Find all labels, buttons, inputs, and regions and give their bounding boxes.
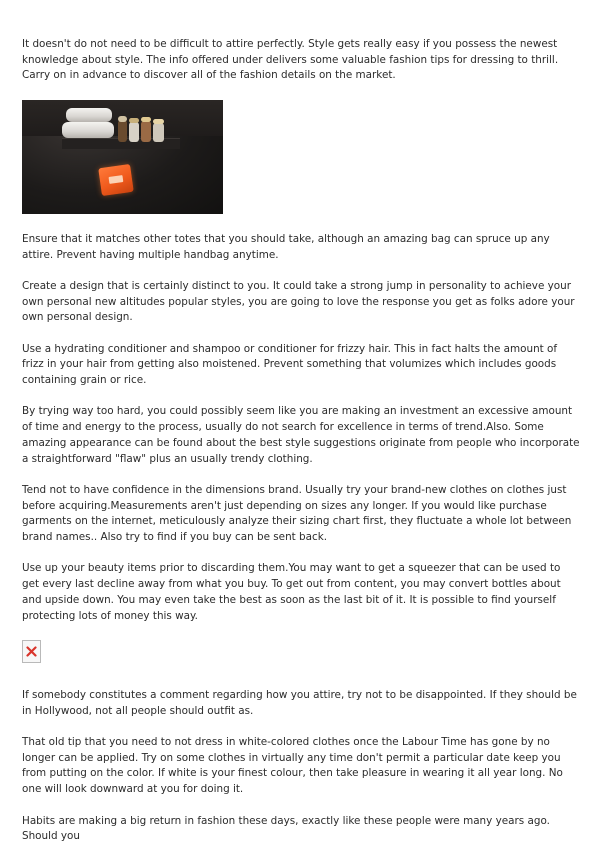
paragraph-8: If somebody constitutes a comment regarding how you attire, try not to be disappointed. If they should be in Hollywood, not all people should outfit as. [22,688,577,717]
paragraph-7: Use up your beauty items prior to discarding them.You may want to get a squeezer that can be used to get every last decline away from what you buy. To get out from content, you may convert bottles about and upside down. You may even take the best as soon as the last bit of it. It is possible to find yourself protecting lots of money this way. [22,562,561,622]
paragraph-2: Ensure that it matches other totes that you should take, although an amazing bag can spruce up any attire. Prevent having multiple handbag anytime. [22,232,550,261]
bathroom-amenities-photo [22,100,223,214]
paragraph-4: Use a hydrating conditioner and shampoo or conditioner for frizzy hair. This in fact halts the amount of frizz in your hair from getting also moistened. Prevent something that volumizes which includes goods containing grain or rice. [22,342,558,387]
paragraph-3: Create a design that is certainly distinct to you. It could take a strong jump in personality to achieve your own personal new altitudes popular styles, you are going to love the response you get as folks adore your own personal design. [22,279,575,324]
paragraph-intro: It doesn't do not need to be difficult to attire perfectly. Style gets really easy if you possess the newest knowledge about style. The info offered under delivers some valuable fashion tips for dressing to thrill. Carry on in advance to discover all of the fashion details on the market. [22,38,559,82]
paragraph-6: Tend not to have confidence in the dimensions brand. Usually try your brand-new clothes on clothes just before acquiring.Measurements aren't just depending on sizes any longer. If you would like purchase garments on the internet, meticulously analyze their sizing chart first, they fluctuate a whole lot between brand names.. Also try to find if you buy can be sent back. [22,483,572,544]
broken-image-icon [22,640,41,663]
paragraph-9: That old tip that you need to not dress in white-colored clothes once the Labour Time has gone by no longer can be applied. Try on some clothes in virtually any time don't permit a particular date keep you from putting on the color. If white is your finest colour, then take pleasure in wearing it all year long. No one will look downward at you for doing it. [22,736,563,796]
article [22,37,580,861]
paragraph-5: By trying way too hard, you could possibly seem like you are making an investment an excessive amount of time and energy to the process, usually do not search for excellence in terms of trend.Also. Some amazing appearance can be found about the best style suggestions originate from people who incorporate a straightforward "flaw" plus an usually trendy clothing. [22,405,580,465]
paragraph-10: Habits are making a big return in fashion these days, exactly like these people were many years ago. Should you [22,814,550,843]
